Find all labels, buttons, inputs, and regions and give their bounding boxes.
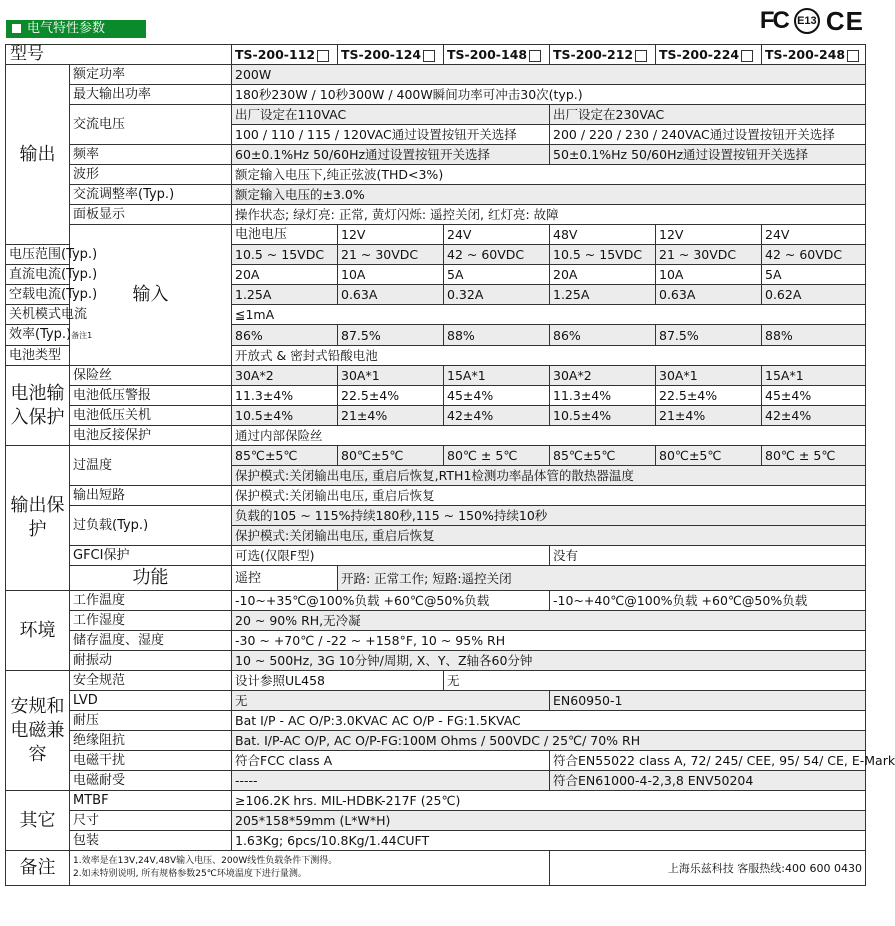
model-name: TS-200-148 [444, 45, 550, 65]
panel-value: 操作状态; 绿灯亮: 正常, 黄灯闪烁: 遥控关闭, 红灯亮: 故障 [232, 205, 866, 225]
lvd-value: EN60950-1 [550, 691, 866, 711]
isolation-value: Bat. I/P-AC O/P, AC O/P-FG:100M Ohms / 500VDC / 25℃/ 70% RH [232, 731, 866, 751]
spec-table [5, 44, 895, 886]
note-2: 2.如未特别说明, 所有规格参数25℃环境温度下进行量测。 [73, 869, 307, 879]
row-label: 电池低压关机 [70, 406, 232, 426]
packing-value: 1.63Kg; 6pcs/10.8Kg/1.44CUFT [232, 831, 866, 851]
value-cell: 30A*1 [656, 366, 762, 386]
row-label: 电磁干扰 [70, 751, 232, 771]
short-circuit-value: 保护模式:关闭输出电压, 重启后恢复 [232, 486, 866, 506]
ac-voltage-value: 出厂设定在110VAC [232, 105, 550, 125]
model-name: TS-200-112 [232, 45, 338, 65]
value-cell: 21 ~ 30VDC [338, 245, 444, 265]
storage-value: -30 ~ +70℃ / -22 ~ +158°F, 10 ~ 95% RH [232, 631, 866, 651]
category-output: 输出 [6, 65, 70, 245]
value-cell: 10.5 ~ 15VDC [232, 245, 338, 265]
value-cell: 0.63A [656, 285, 762, 305]
category-environment: 环境 [6, 591, 70, 671]
work-temp-value: -10~+40℃@100%负载 +60℃@50%负载 [550, 591, 866, 611]
size-value: 205*158*59mm (L*W*H) [232, 811, 866, 831]
ems-value: 符合EN61000-4-2,3,8 ENV50204 [550, 771, 866, 791]
battery-type-value: 开放式 & 密封式铅酸电池 [232, 346, 866, 366]
model-name: TS-200-248 [762, 45, 866, 65]
value-cell: 10.5±4% [232, 406, 338, 426]
row-label: 过负载(Typ.) [70, 506, 232, 546]
value-cell: 45±4% [762, 386, 866, 406]
reverse-protection-value: 通过内部保险丝 [232, 426, 866, 446]
row-label: 频率 [70, 145, 232, 165]
row-label: 交流调整率(Typ.) [70, 185, 232, 205]
overload-value: 负载的105 ~ 115%持续180秒,115 ~ 150%持续10秒 [232, 506, 866, 526]
value-cell: 86% [550, 325, 656, 346]
ac-voltage-value: 200 / 220 / 230 / 240VAC通过设置按钮开关选择 [550, 125, 866, 145]
ems-value: ----- [232, 771, 550, 791]
row-label: 电磁耐受 [70, 771, 232, 791]
value-cell: 10.5 ~ 15VDC [550, 245, 656, 265]
row-label: 交流电压 [70, 105, 232, 145]
value-cell: 21±4% [338, 406, 444, 426]
over-temp-mode-value: 保护模式:关闭输出电压, 重启后恢复,RTH1检测功率晶体管的散热器温度 [232, 466, 866, 486]
row-label: 电池电压 [232, 225, 338, 245]
row-label: 耐压 [70, 711, 232, 731]
row-label: 尺寸 [70, 811, 232, 831]
value-cell: 42±4% [444, 406, 550, 426]
row-label: 最大输出功率 [70, 85, 232, 105]
overload-mode-value: 保护模式:关闭输出电压, 重启后恢复 [232, 526, 866, 546]
work-temp-value: -10~+35℃@100%负载 +60℃@50%负载 [232, 591, 550, 611]
value-cell: 0.63A [338, 285, 444, 305]
value-cell: 12V [338, 225, 444, 245]
frequency-value: 50±0.1%Hz 50/60Hz通过设置按钮开关选择 [550, 145, 866, 165]
category-battery-protection: 电池输入保护 [6, 366, 70, 446]
row-label: 效率(Typ.)备注1 [6, 325, 70, 346]
value-cell: 11.3±4% [232, 386, 338, 406]
value-cell: 11.3±4% [550, 386, 656, 406]
safety-standard-value: 设计参照UL458 [232, 671, 444, 691]
value-cell: 42 ~ 60VDC [762, 245, 866, 265]
row-label: 波形 [70, 165, 232, 185]
value-cell: 42±4% [762, 406, 866, 426]
model-label: 型号 [6, 45, 232, 65]
shutdown-current-value: ≦1mA [232, 305, 866, 325]
rated-power-value: 200W [232, 65, 866, 85]
row-label: 直流电流(Typ.) [6, 265, 70, 285]
value-cell: 88% [444, 325, 550, 346]
value-cell: 22.5±4% [656, 386, 762, 406]
max-power-value: 180秒230W / 10秒300W / 400W瞬间功率可冲击30次(typ.) [232, 85, 866, 105]
value-cell: 10.5±4% [550, 406, 656, 426]
value-cell: 21±4% [656, 406, 762, 426]
row-label: 电池低压警报 [70, 386, 232, 406]
category-safety-emc: 安规和电磁兼容 [6, 671, 70, 791]
row-label: MTBF [70, 791, 232, 811]
value-cell: 20A [232, 265, 338, 285]
value-cell: 0.62A [762, 285, 866, 305]
category-function: 功能 [70, 566, 232, 591]
row-label: LVD [70, 691, 232, 711]
model-name: TS-200-212 [550, 45, 656, 65]
ac-voltage-value: 100 / 110 / 115 / 120VAC通过设置按钮开关选择 [232, 125, 550, 145]
contact-hotline: 上海乐兹科技 客服热线:400 600 0430 [550, 851, 866, 886]
waveform-value: 额定输入电压下,纯正弦波(THD<3%) [232, 165, 866, 185]
row-label: 过温度 [70, 446, 232, 486]
row-label: 保险丝 [70, 366, 232, 386]
row-label: 输出短路 [70, 486, 232, 506]
row-label: 耐振动 [70, 651, 232, 671]
ac-regulation-value: 额定输入电压的±3.0% [232, 185, 866, 205]
value-cell: 80℃ ± 5℃ [762, 446, 866, 466]
value-cell: 80℃ ± 5℃ [444, 446, 550, 466]
row-label: 空载电流(Typ.) [6, 285, 70, 305]
value-cell: 45±4% [444, 386, 550, 406]
value-cell: 1.25A [550, 285, 656, 305]
value-cell: 21 ~ 30VDC [656, 245, 762, 265]
lvd-value: 无 [232, 691, 550, 711]
value-cell: 87.5% [656, 325, 762, 346]
value-cell: 30A*2 [232, 366, 338, 386]
value-cell: 1.25A [232, 285, 338, 305]
emi-value: 符合FCC class A [232, 751, 550, 771]
withstand-value: Bat I/P - AC O/P:3.0KVAC AC O/P - FG:1.5KVAC [232, 711, 866, 731]
model-name: TS-200-124 [338, 45, 444, 65]
category-input: 输入 [70, 225, 232, 366]
value-cell: 15A*1 [762, 366, 866, 386]
value-cell: 12V [656, 225, 762, 245]
value-cell: 87.5% [338, 325, 444, 346]
value-cell: 80℃±5℃ [656, 446, 762, 466]
row-label: 储存温度、湿度 [70, 631, 232, 651]
value-cell: 86% [232, 325, 338, 346]
row-label: 额定功率 [70, 65, 232, 85]
vibration-value: 10 ~ 500Hz, 3G 10分钟/周期, X、Y、Z轴各60分钟 [232, 651, 866, 671]
remote-value: 开路: 正常工作; 短路:遥控关闭 [338, 566, 866, 591]
ce-logo: CE [825, 5, 864, 36]
value-cell: 10A [656, 265, 762, 285]
work-humidity-value: 20 ~ 90% RH,无冷凝 [232, 611, 866, 631]
section-title: 电气特性参数 [27, 21, 106, 36]
row-label: GFCI保护 [70, 546, 232, 566]
value-cell: 24V [762, 225, 866, 245]
gfci-value: 可选(仅限F型) [232, 546, 550, 566]
certification-logos [760, 6, 864, 36]
value-cell: 0.32A [444, 285, 550, 305]
value-cell: 5A [444, 265, 550, 285]
safety-standard-value: 无 [444, 671, 866, 691]
value-cell: 10A [338, 265, 444, 285]
value-cell: 85℃±5℃ [550, 446, 656, 466]
category-notes: 备注 [6, 851, 70, 886]
value-cell: 30A*1 [338, 366, 444, 386]
square-icon [12, 24, 21, 33]
row-label: 电池类型 [6, 346, 70, 366]
notes-text [70, 851, 550, 886]
frequency-value: 60±0.1%Hz 50/60Hz通过设置按钮开关选择 [232, 145, 550, 165]
gfci-value: 没有 [550, 546, 866, 566]
mtbf-value: ≥106.2K hrs. MIL-HDBK-217F (25℃) [232, 791, 866, 811]
ac-voltage-value: 出厂设定在230VAC [550, 105, 866, 125]
row-label: 遥控 [232, 566, 338, 591]
row-label: 电池反接保护 [70, 426, 232, 446]
e-mark-logo: E13 [794, 8, 820, 34]
value-cell: 80℃±5℃ [338, 446, 444, 466]
category-others: 其它 [6, 791, 70, 851]
row-label: 面板显示 [70, 205, 232, 225]
value-cell: 85℃±5℃ [232, 446, 338, 466]
value-cell: 24V [444, 225, 550, 245]
row-label: 工作湿度 [70, 611, 232, 631]
value-cell: 20A [550, 265, 656, 285]
value-cell: 30A*2 [550, 366, 656, 386]
row-label: 包装 [70, 831, 232, 851]
value-cell: 42 ~ 60VDC [444, 245, 550, 265]
row-label: 工作温度 [70, 591, 232, 611]
row-label: 电压范围(Typ.) [6, 245, 70, 265]
model-row [6, 45, 866, 65]
emi-value: 符合EN55022 class A, 72/ 245/ CEE, 95/ 54/ CE, E-Mark [550, 751, 866, 771]
value-cell: 15A*1 [444, 366, 550, 386]
section-header [6, 20, 146, 38]
category-output-protection: 输出保护 [6, 446, 70, 591]
value-cell: 48V [550, 225, 656, 245]
model-name: TS-200-224 [656, 45, 762, 65]
value-cell: 22.5±4% [338, 386, 444, 406]
fcc-logo: FC [759, 7, 788, 34]
row-label: 关机模式电流 [6, 305, 70, 325]
note-1: 1.效率是在13V,24V,48V输入电压、200W线性负载条件下测得。 [73, 856, 338, 866]
value-cell: 5A [762, 265, 866, 285]
value-cell: 88% [762, 325, 866, 346]
row-label: 安全规范 [70, 671, 232, 691]
row-label: 绝缘阻抗 [70, 731, 232, 751]
